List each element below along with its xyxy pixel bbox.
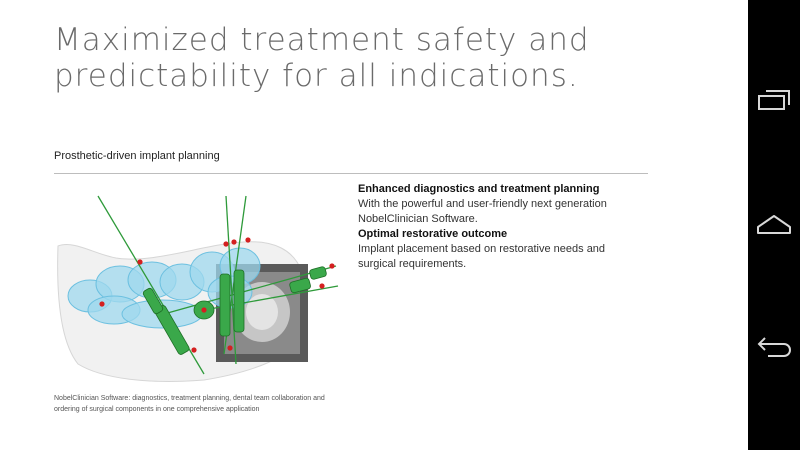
back-button[interactable]: [748, 322, 800, 374]
recent-apps-button[interactable]: [748, 74, 800, 126]
caption-line-2: ordering of surgical components in one comprehensive application: [54, 406, 260, 413]
section-divider: [54, 173, 648, 174]
figure-caption: [54, 393, 354, 415]
headline-line-1: Maximized treatment safety and: [54, 22, 590, 58]
home-button[interactable]: [748, 198, 800, 250]
implant-planning-illustration: [54, 184, 350, 386]
system-navigation-bar: [748, 0, 800, 450]
home-icon: [756, 212, 792, 236]
feature-heading-restorative: Optimal restorative outcome: [358, 228, 508, 240]
feature-text-line: surgical requirements.: [358, 258, 467, 270]
feature-text-line: With the powerful and user-friendly next generation: [358, 198, 607, 210]
feature-text-line: Implant placement based on restorative needs and: [358, 243, 606, 255]
headline-line-2: predictability for all indications.: [54, 58, 579, 94]
recent-apps-icon: [756, 88, 792, 112]
feature-text-line: NobelClinician Software.: [358, 213, 478, 225]
section-title: Prosthetic-driven implant planning: [54, 150, 220, 162]
back-arrow-icon: [756, 336, 792, 360]
feature-heading-diagnostics: Enhanced diagnostics and treatment planning: [358, 183, 600, 195]
feature-list: [358, 182, 628, 272]
caption-line-1: NobelClinician Software: diagnostics, treatment planning, dental team collaboration and: [54, 395, 325, 402]
page-headline: [54, 22, 734, 94]
